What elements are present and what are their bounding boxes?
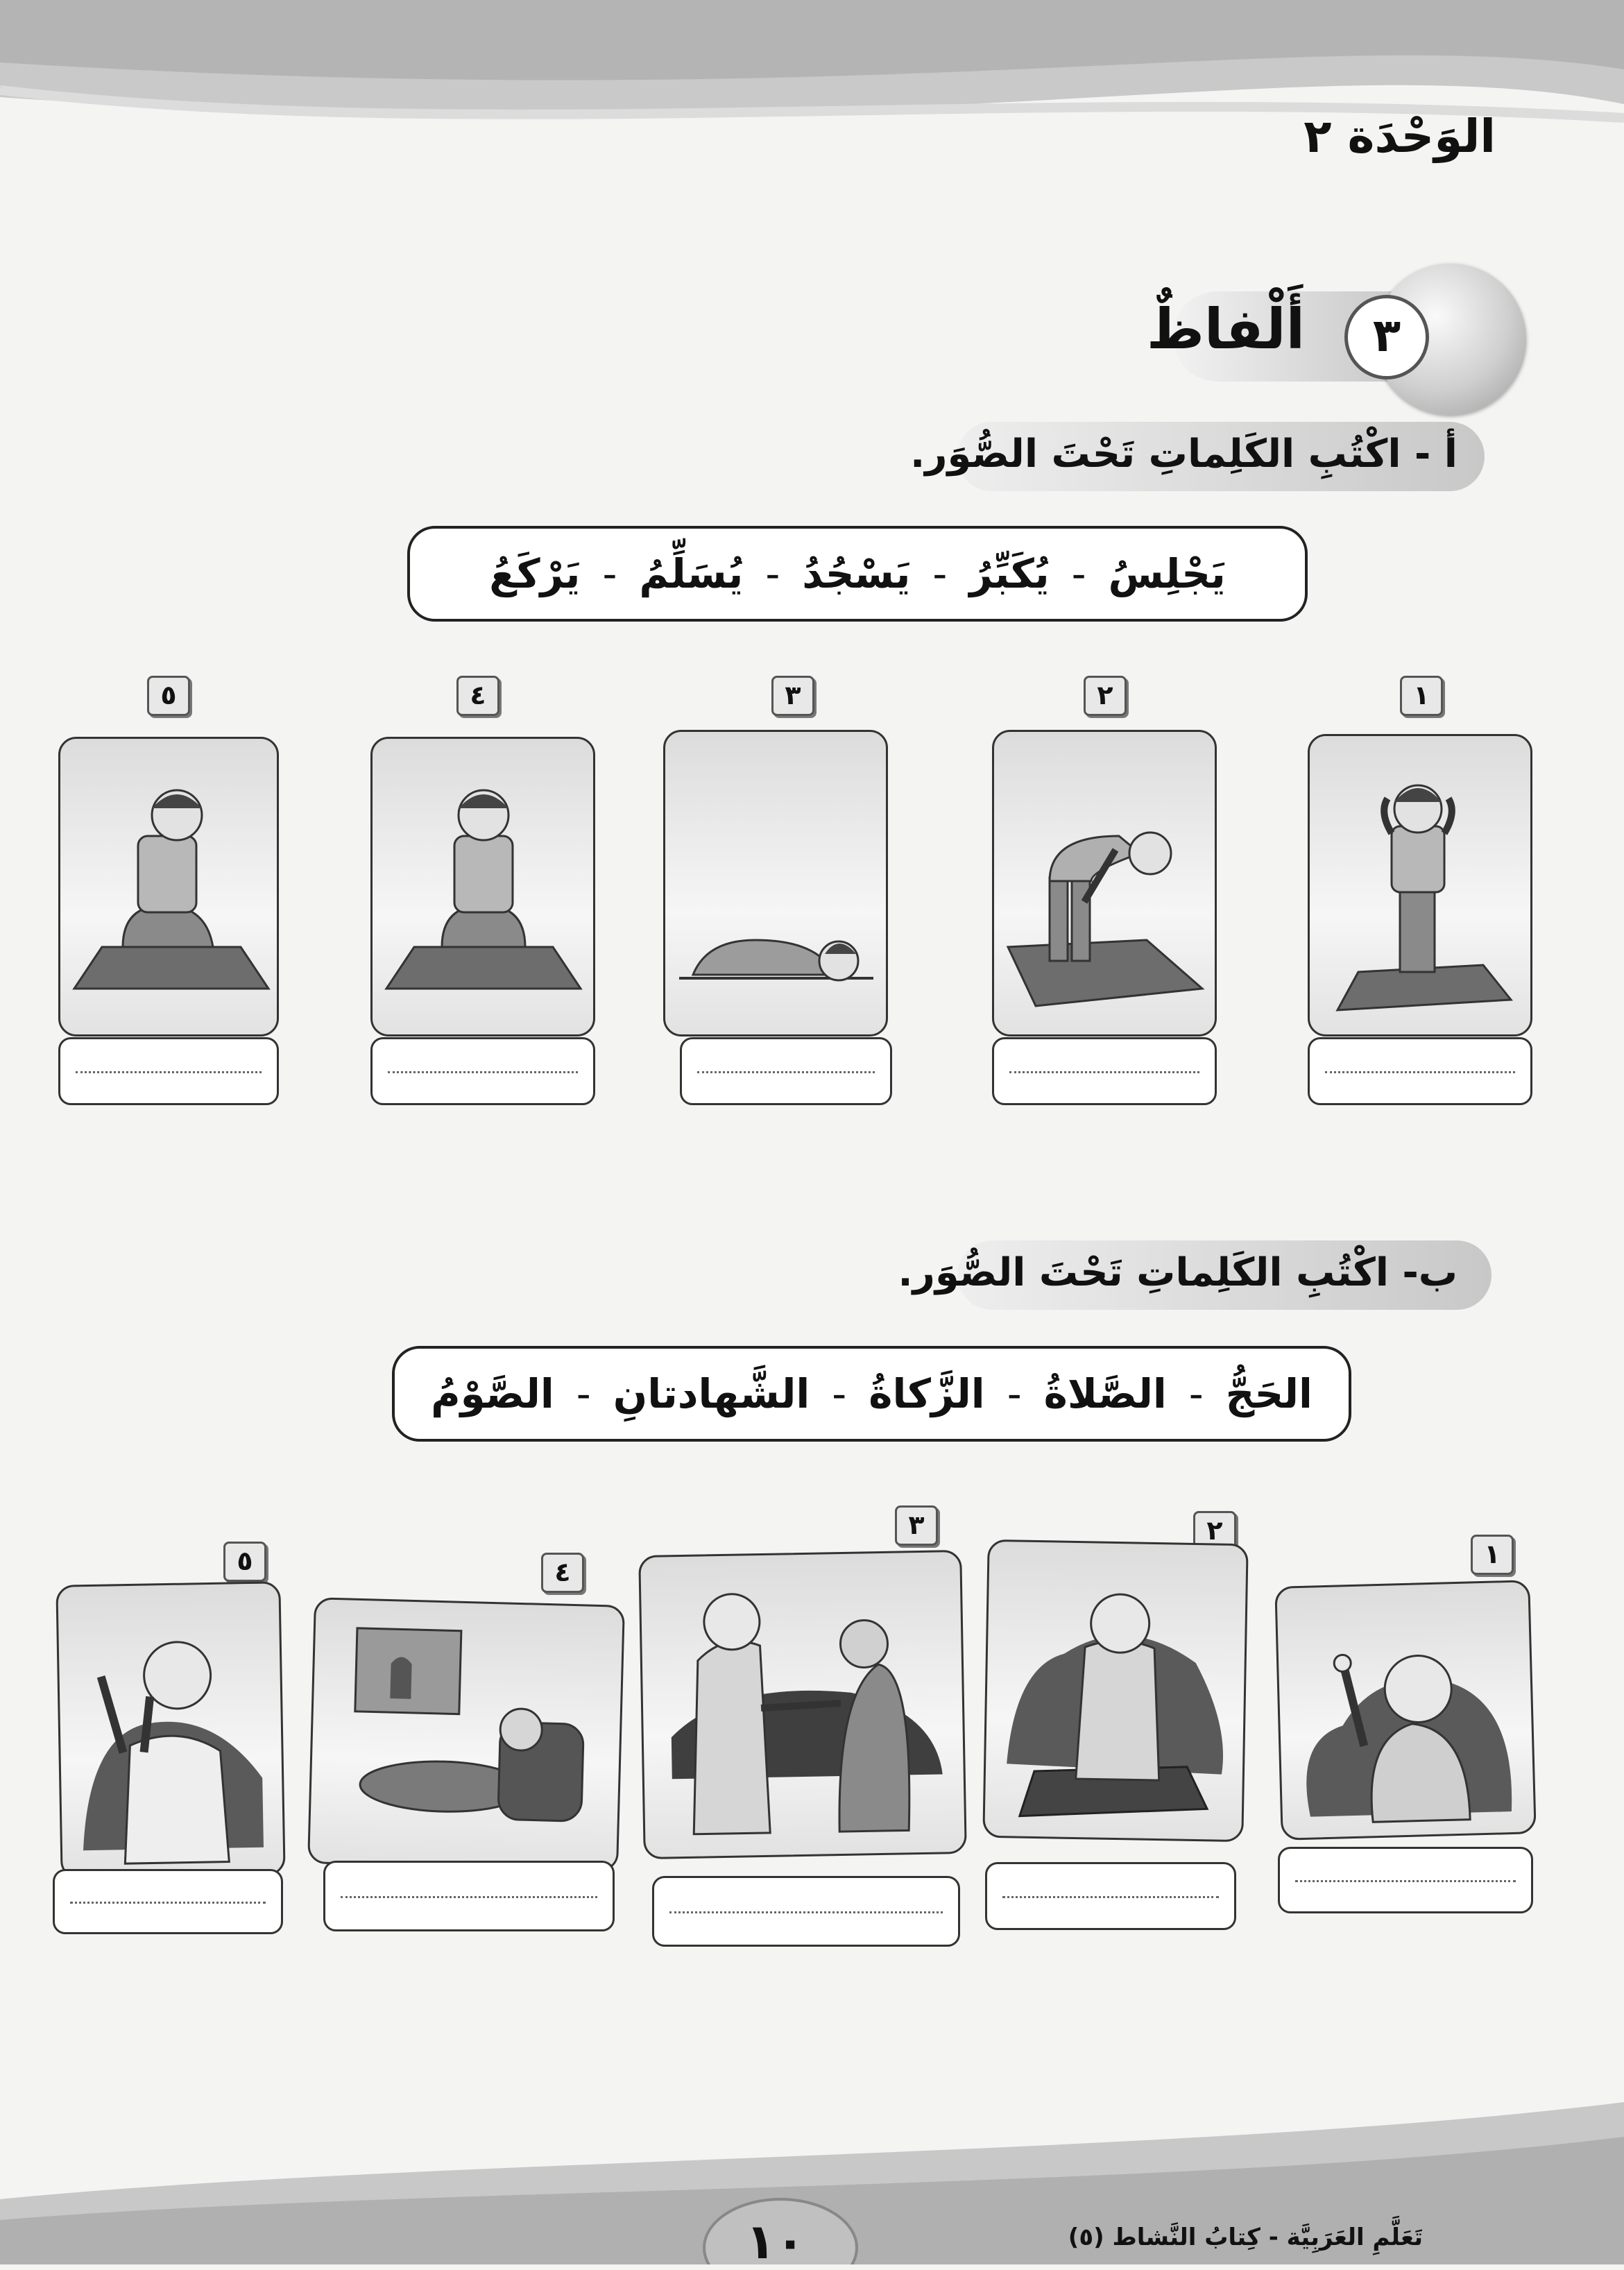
answer-field[interactable]	[1278, 1847, 1533, 1913]
picture-card-prostrating	[663, 730, 888, 1036]
word-separator: -	[1188, 1370, 1204, 1417]
word-bank-b-word: الحَجُّ	[1225, 1370, 1313, 1417]
answer-field[interactable]	[323, 1861, 615, 1931]
book-title: تَعَلَّمِ العَرَبِيَّة - كِتابُ النَّشاط (٥)	[1068, 2224, 1423, 2251]
picture-card-shahadatan	[1274, 1580, 1536, 1841]
item-number-badge: ١	[1400, 676, 1443, 716]
picture-card-zakat	[638, 1550, 967, 1859]
instruction-b: ب- اكْتُبِ الكَلِماتِ تَحْتَ الصُّوَر.	[898, 1250, 1458, 1295]
page-number: ١٠	[746, 2213, 805, 2270]
answer-field[interactable]	[53, 1869, 283, 1934]
item-number-badge: ١	[1471, 1535, 1514, 1575]
section-number: ٣	[1344, 295, 1429, 379]
word-bank-a-word: يَجْلِسُ	[1108, 550, 1226, 597]
word-bank-a-word: يُكَبِّرُ	[969, 550, 1050, 597]
item-number-badge: ٤	[541, 1553, 584, 1593]
word-separator: -	[576, 1370, 591, 1417]
word-bank-b-word: الزَّكاةُ	[869, 1370, 985, 1417]
item-number-badge: ٥	[147, 676, 190, 716]
word-separator: -	[602, 550, 617, 597]
picture-card-bowing	[992, 730, 1217, 1036]
word-bank-b-word: الشَّهادتانِ	[613, 1370, 810, 1417]
word-bank-a-word: يَسْجُدُ	[802, 550, 911, 597]
word-bank-b-word: الصَّلاةُ	[1043, 1370, 1167, 1417]
picture-card-sitting	[370, 737, 595, 1036]
picture-card-hajj	[55, 1581, 285, 1879]
item-number-badge: ٥	[223, 1542, 266, 1582]
item-number-badge: ٤	[456, 676, 499, 716]
word-bank-b-word: الصَّوْمُ	[431, 1370, 554, 1417]
item-number-badge: ٢	[1084, 676, 1127, 716]
word-separator: -	[832, 1370, 847, 1417]
item-number-badge: ٣	[771, 676, 814, 716]
item-number-badge: ٢	[1193, 1511, 1236, 1551]
answer-field[interactable]	[992, 1037, 1217, 1105]
word-bank-b	[392, 1346, 1351, 1442]
answer-field[interactable]	[58, 1037, 279, 1105]
word-separator: -	[1071, 550, 1086, 597]
picture-card-salah	[982, 1539, 1248, 1842]
word-bank-a-word: يُسَلِّمُ	[639, 550, 744, 597]
unit-title: الوَحْدَة ٢	[1304, 110, 1496, 163]
picture-card-standing-takbir	[1308, 734, 1532, 1036]
item-number-badge: ٣	[895, 1505, 938, 1546]
section-title: أَلْفاظٌ	[1146, 297, 1305, 361]
answer-field[interactable]	[1308, 1037, 1532, 1105]
word-separator: -	[1007, 1370, 1022, 1417]
answer-field[interactable]	[652, 1876, 960, 1947]
word-separator: -	[932, 550, 948, 597]
picture-card-salam	[58, 737, 279, 1036]
answer-field[interactable]	[680, 1037, 892, 1105]
word-bank-a-word: يَرْكَعُ	[489, 550, 581, 597]
instruction-a: أ - اكْتُبِ الكَلِماتِ تَحْتَ الصُّوَر.	[909, 432, 1458, 477]
word-separator: -	[765, 550, 780, 597]
answer-field[interactable]	[370, 1037, 595, 1105]
picture-card-sawm	[307, 1597, 625, 1872]
answer-field[interactable]	[985, 1862, 1236, 1930]
word-bank-a	[407, 526, 1308, 622]
